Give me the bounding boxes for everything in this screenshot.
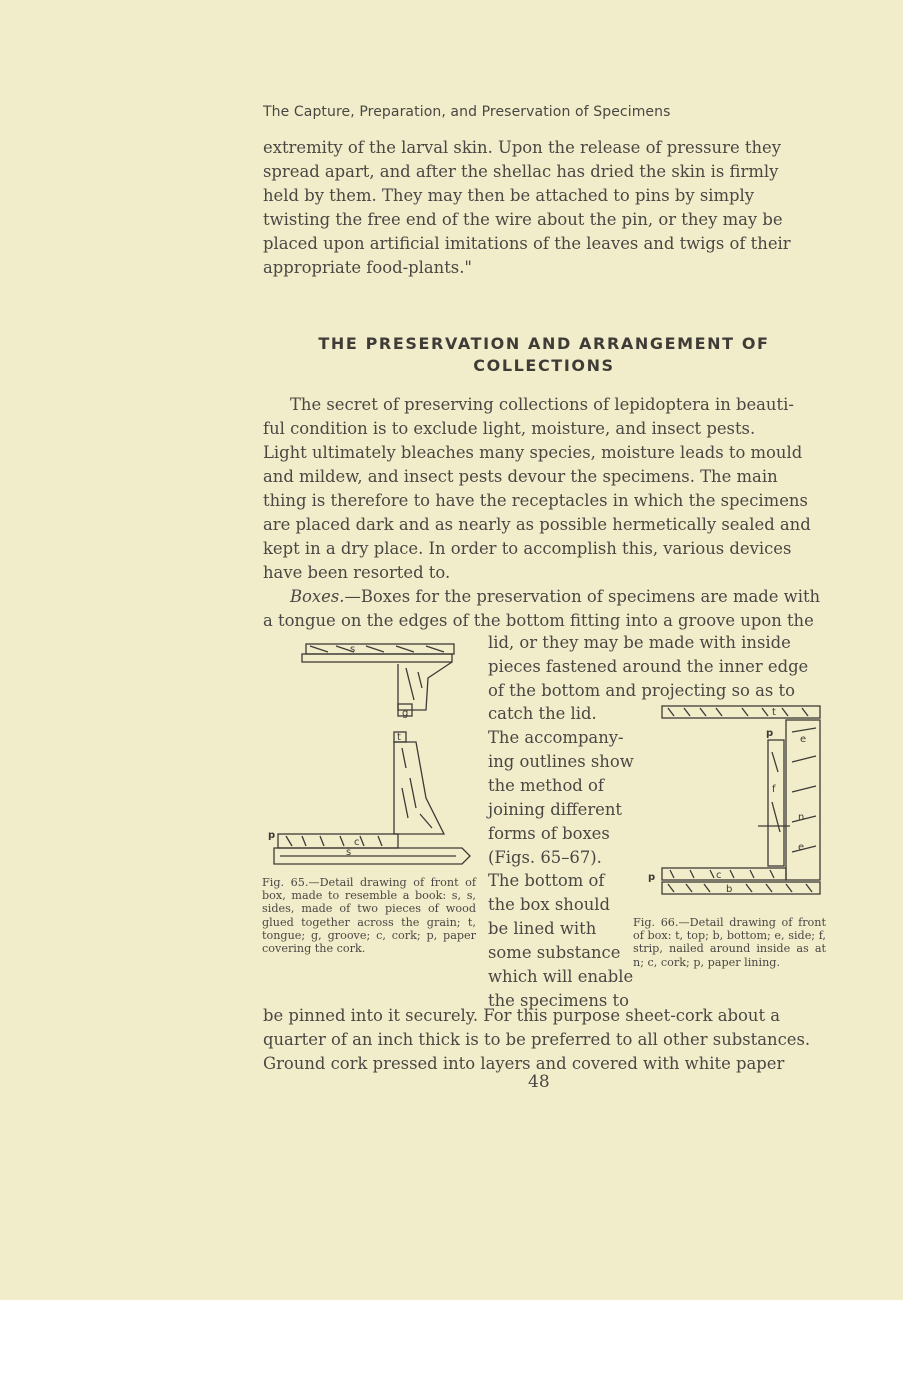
text-line: thing is therefore to have the receptacles in which the specimens xyxy=(263,491,808,510)
figure-66-caption: Fig. 66.—Detail drawing of front of box: t, top; b, bottom; e, side; f, strip, nailed around inside as at n; c, cork; p, paper lining. xyxy=(633,916,826,969)
fig65-label-c: c xyxy=(354,837,360,848)
text-line: The bottom of xyxy=(488,871,605,890)
text-line: a tongue on the edges of the bottom fitting into a groove upon the xyxy=(263,611,814,630)
text-line: The accompany- xyxy=(488,728,624,747)
text-line: be lined with xyxy=(488,919,597,938)
fig65-label-p: p xyxy=(268,830,276,841)
text-line: lid, or they may be made with inside xyxy=(488,633,791,652)
page-number: 48 xyxy=(528,1072,550,1092)
text-line: the method of xyxy=(488,776,604,795)
text-line: ing outlines show xyxy=(488,752,634,771)
fig66-label-p-top: p xyxy=(766,728,774,739)
fig66-label-b: b xyxy=(726,884,733,895)
fig66-label-e-bottom: e xyxy=(798,842,805,853)
text-line: extremity of the larval skin. Upon the release of pressure they xyxy=(263,138,781,157)
boxes-label: Boxes. xyxy=(290,587,345,606)
running-head: The Capture, Preparation, and Preservation of Specimens xyxy=(263,104,671,120)
text-line: catch the lid. xyxy=(488,704,597,723)
text-line: placed upon artificial imitations of the leaves and twigs of their xyxy=(263,234,791,253)
text-line: held by them. They may then be attached to pins by simply xyxy=(263,186,755,205)
fig65-lid-edge xyxy=(302,654,452,662)
text-line: joining different xyxy=(488,800,623,819)
fig66-strip xyxy=(768,740,784,866)
text-line: spread apart, and after the shellac has dried the skin is firmly xyxy=(263,162,779,181)
fig66-label-f: f xyxy=(772,784,776,795)
fig65-label-s-bottom: s xyxy=(346,847,352,858)
text-line: appropriate food-plants." xyxy=(263,258,472,277)
text-line: be pinned into it securely. For this purpose sheet-cork about a xyxy=(263,1006,781,1025)
text-line: kept in a dry place. In order to accomplish this, various devices xyxy=(263,539,792,558)
fig66-label-t: t xyxy=(772,707,776,718)
text-line: some substance xyxy=(488,943,621,962)
fig66-cork xyxy=(662,868,786,880)
page-margin-bottom xyxy=(0,1300,903,1390)
section-heading-line-1: THE PRESERVATION AND ARRANGEMENT OF xyxy=(318,334,770,353)
text-line: Ground cork pressed into layers and covered with white paper xyxy=(263,1054,785,1073)
fig65-label-s-top: s xyxy=(350,644,356,655)
figure-65-drawing xyxy=(266,638,476,870)
section-heading-line-2: COLLECTIONS xyxy=(473,356,615,375)
text-line: quarter of an inch thick is to be preferred to all other substances. xyxy=(263,1030,811,1049)
text-line: ful condition is to exclude light, moisture, and insect pests. xyxy=(263,419,756,438)
fig66-top xyxy=(662,706,820,718)
fig65-label-g: g xyxy=(402,708,409,719)
fig66-label-n: n xyxy=(798,812,805,823)
text-line: (Figs. 65–67). xyxy=(488,848,602,867)
fig66-label-c: c xyxy=(716,870,722,881)
text-line: are placed dark and as nearly as possible hermetically sealed and xyxy=(263,515,811,534)
text-line: and mildew, and insect pests devour the specimens. The main xyxy=(263,467,778,486)
figure-66-drawing xyxy=(646,702,826,902)
text-line: the box should xyxy=(488,895,610,914)
figure-65-caption: Fig. 65.—Detail drawing of front of box, made to resemble a book: s, s, sides, made of two pieces of wood glued together across the grain; t, tongue; g, groove; c, cork; p, paper covering the cork. xyxy=(262,876,476,956)
fig65-lid-top xyxy=(306,644,454,654)
text-line xyxy=(290,587,820,606)
text-line: pieces fastened around the inner edge xyxy=(488,657,809,676)
boxes-text: —Boxes for the preservation of specimens are made with xyxy=(344,587,821,606)
text-line: the specimens to xyxy=(488,991,629,1010)
text-line: Light ultimately bleaches many species, moisture leads to mould xyxy=(263,443,803,462)
text-line: of the bottom and projecting so as to xyxy=(488,681,795,700)
fig66-label-e-top: e xyxy=(800,734,807,745)
text-line: which will enable xyxy=(488,967,634,986)
fig65-side-lower xyxy=(394,742,444,834)
fig66-bottom xyxy=(662,882,820,894)
text-line: have been resorted to. xyxy=(263,563,451,582)
fig65-label-t: t xyxy=(397,732,401,743)
text-line: twisting the free end of the wire about the pin, or they may be xyxy=(263,210,783,229)
text-line: forms of boxes xyxy=(488,824,610,843)
fig66-label-p: p xyxy=(648,872,656,883)
text-line: The secret of preserving collections of lepidoptera in beauti- xyxy=(290,395,794,414)
